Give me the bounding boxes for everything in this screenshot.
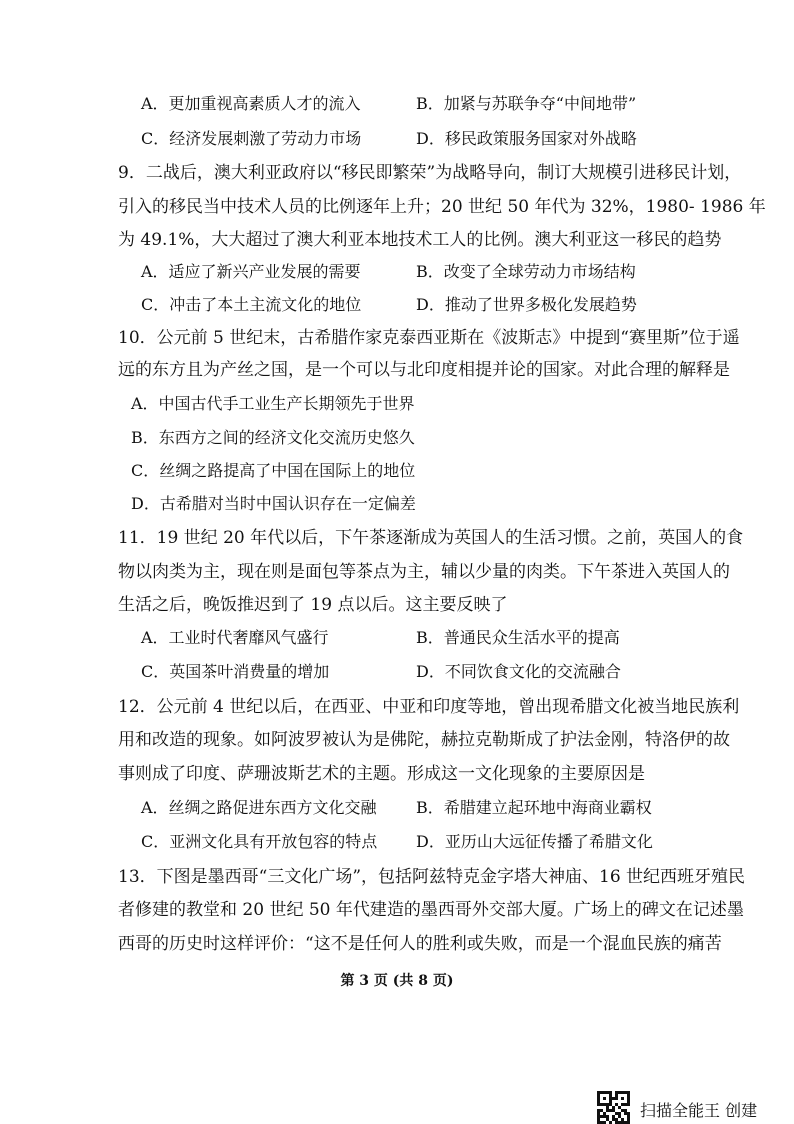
qr-code-icon [597, 1091, 630, 1124]
q12-stem-line-2: 用和改造的现象。如阿波罗被认为是佛陀，赫拉克勒斯成了护法金刚，特洛伊的故 [118, 730, 730, 750]
page-number-footer: 第 3 页 (共 8 页) [340, 973, 454, 989]
q9-option-a: A．适应了新兴产业发展的需要 [141, 262, 361, 281]
q9-stem-line-1: 9．二战后，澳大利亚政府以“移民即繁荣”为战略导向，制订大规模引进移民计划， [118, 163, 742, 183]
q13-stem-line-3: 西哥的历史时这样评价：“这不是任何人的胜利或失败，而是一个混血民族的痛苦 [118, 934, 722, 954]
q12-option-d: D．亚历山大远征传播了希腊文化 [416, 832, 653, 851]
q11-stem-line-1: 11．19 世纪 20 年代以后，下午茶逐渐成为英国人的生活习惯。之前，英国人的食 [118, 528, 744, 548]
scanner-brand-label: 扫描全能王 创建 [640, 1101, 758, 1120]
q12-option-a: A．丝绸之路促进东西方文化交融 [141, 798, 377, 817]
q12-option-c: C．亚洲文化具有开放包容的特点 [141, 832, 378, 851]
q13-stem-line-2: 者修建的教堂和 20 世纪 50 年代建造的墨西哥外交部大厦。广场上的碑文在记述墨 [118, 900, 744, 920]
q12-stem-line-3: 事则成了印度、萨珊波斯艺术的主题。形成这一文化现象的主要原因是 [118, 764, 645, 784]
q9-stem-line-3: 为 49.1%，大大超过了澳大利亚本地技术工人的比例。澳大利亚这一移民的趋势 [118, 230, 722, 250]
q9-stem-line-2: 引入的移民当中技术人员的比例逐年上升；20 世纪 50 年代为 32%，1980- 1986 年 [118, 197, 766, 217]
q11-option-c: C．英国茶叶消费量的增加 [141, 662, 330, 681]
q11-stem-line-2: 物以肉类为主，现在则是面包等茶点为主，辅以少量的肉类。下午茶进入英国人的 [118, 562, 730, 582]
q11-option-d: D．不同饮食文化的交流融合 [416, 662, 621, 681]
q10-option-d: D．古希腊对当时中国认识存在一定偏差 [131, 494, 416, 513]
q10-option-a: A．中国古代手工业生产长期领先于世界 [131, 394, 415, 413]
q8-option-a: A．更加重视高素质人才的流入 [141, 94, 361, 113]
q9-option-b: B．改变了全球劳动力市场结构 [416, 262, 636, 281]
q13-stem-line-1: 13．下图是墨西哥“三文化广场”，包括阿兹特克金字塔大神庙、16 世纪西班牙殖民 [118, 867, 746, 887]
q8-option-c: C．经济发展刺激了劳动力市场 [141, 129, 362, 148]
q10-stem-line-2: 远的东方且为产丝之国，是一个可以与北印度相提并论的国家。对此合理的解释是 [118, 360, 730, 380]
q8-option-b: B．加紧与苏联争夺“中间地带” [416, 94, 637, 113]
q9-option-c: C．冲击了本土主流文化的地位 [141, 295, 362, 314]
q12-option-b: B．希腊建立起环地中海商业霸权 [416, 798, 652, 817]
q10-option-b: B．东西方之间的经济文化交流历史悠久 [131, 428, 415, 447]
q8-option-d: D．移民政策服务国家对外战略 [416, 129, 637, 148]
q11-option-b: B．普通民众生活水平的提高 [416, 628, 620, 647]
q10-stem-line-1: 10．公元前 5 世纪末，古希腊作家克泰西亚斯在《波斯志》中提到“赛里斯”位于遥 [118, 328, 740, 348]
q10-option-c: C．丝绸之路提高了中国在国际上的地位 [131, 461, 416, 480]
q11-option-a: A．工业时代奢靡风气盛行 [141, 628, 329, 647]
q9-option-d: D．推动了世界多极化发展趋势 [416, 295, 637, 314]
q11-stem-line-3: 生活之后，晚饭推迟到了 19 点以后。这主要反映了 [118, 595, 508, 615]
q12-stem-line-1: 12．公元前 4 世纪以后，在西亚、中亚和印度等地，曾出现希腊文化被当地民族利 [118, 697, 740, 717]
